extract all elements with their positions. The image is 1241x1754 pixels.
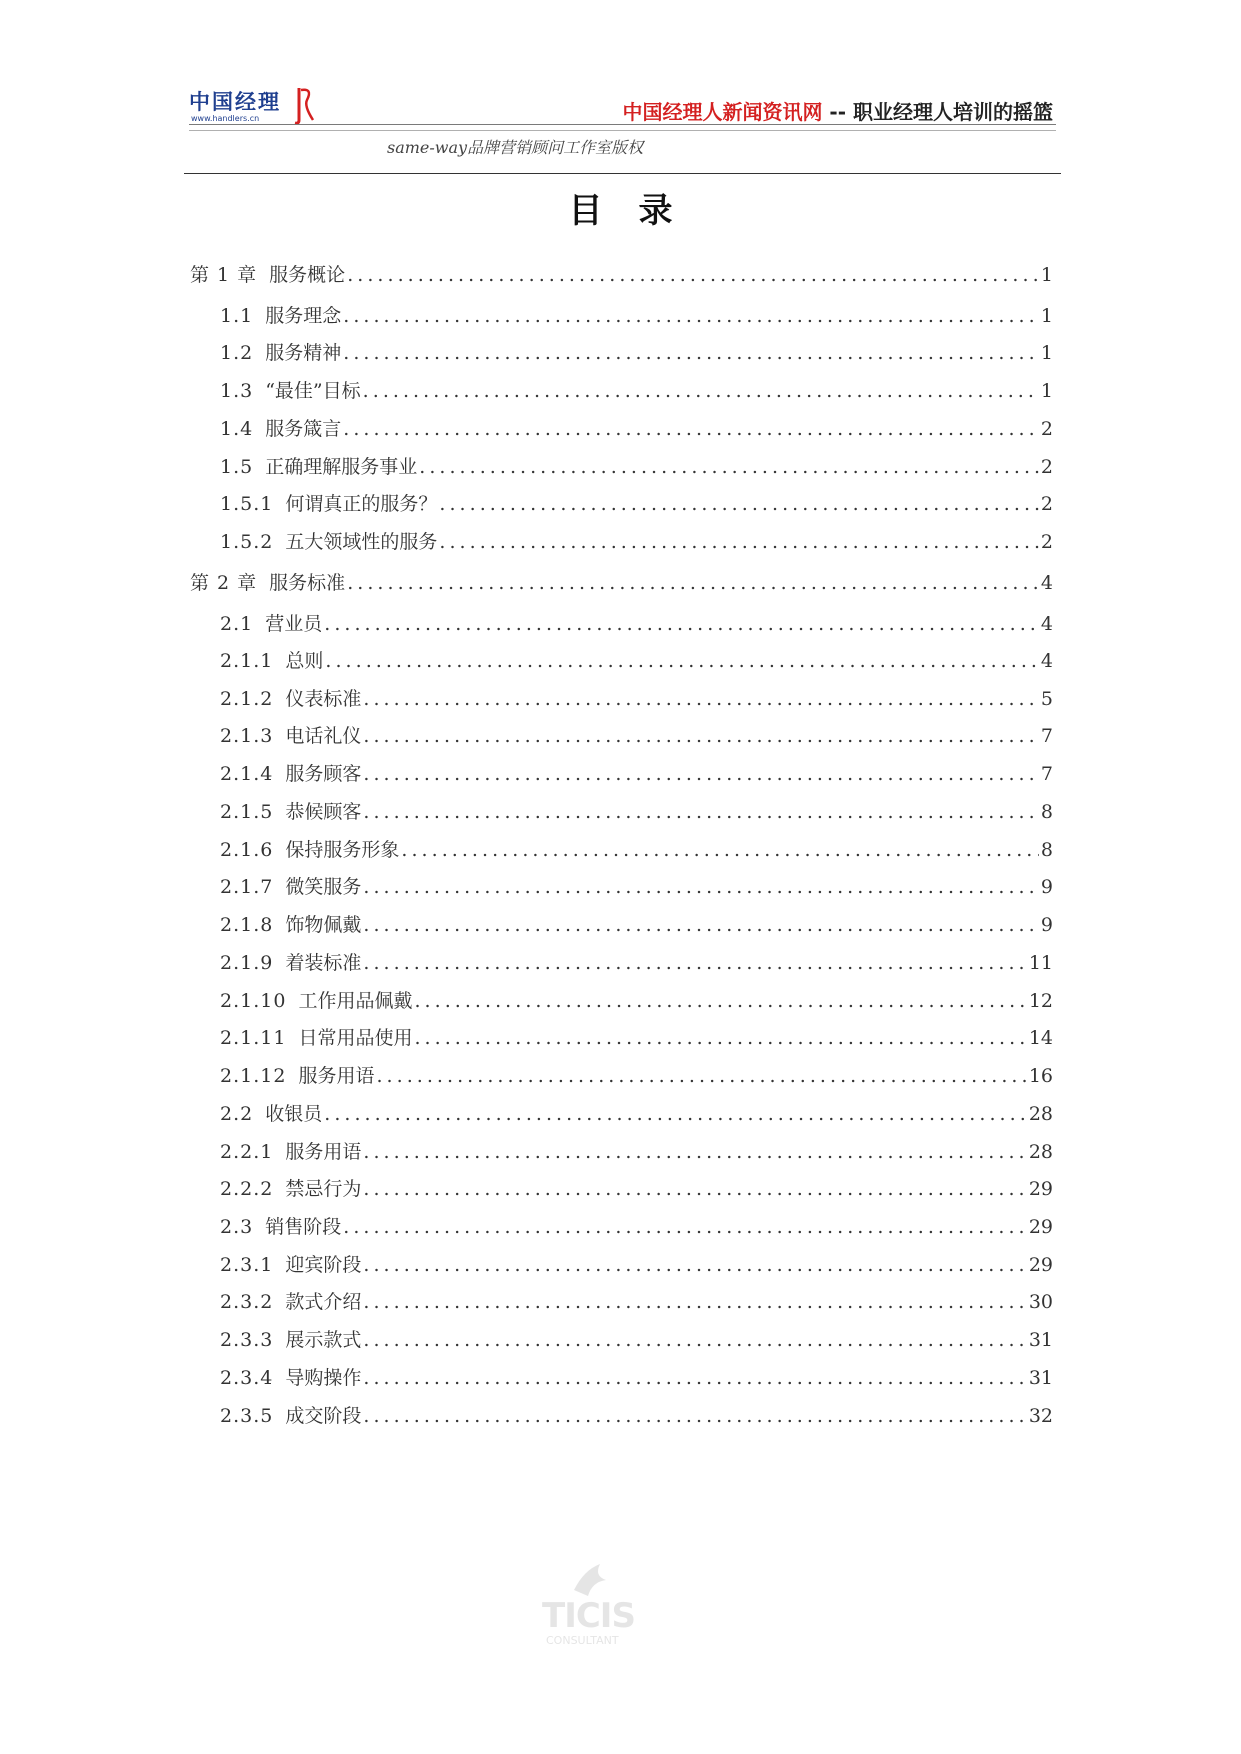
toc-entry-number: 1.5: [220, 456, 254, 478]
toc-dot-leader: [363, 687, 1039, 711]
toc-entry-page: 28: [1028, 1141, 1053, 1163]
toc-entry-page: 2: [1040, 456, 1053, 478]
toc-entry-page: 8: [1040, 801, 1053, 823]
toc-entry-title: 日常用品使用: [298, 1027, 413, 1049]
header-title-red: 中国经理人新闻资讯网: [622, 100, 823, 124]
toc-entry-number: 1.5.1: [220, 493, 274, 515]
toc-entry-title: 仪表标准: [285, 688, 362, 710]
toc-dot-leader: [363, 1140, 1026, 1164]
toc-dot-leader: [343, 341, 1039, 365]
toc-dot-leader: [343, 304, 1039, 328]
toc-dot-leader: [363, 1366, 1026, 1390]
toc-entry-page: 9: [1040, 914, 1053, 936]
toc-entry-title: 保持服务形象: [285, 839, 400, 861]
toc-entry-title: 收银员: [265, 1103, 323, 1125]
toc-entry-title: 导购操作: [285, 1367, 362, 1389]
toc-entry[interactable]: [220, 913, 1053, 937]
toc-entry-number: 2.1: [220, 613, 254, 635]
toc-entry-number: 第 1 章: [190, 264, 258, 286]
toc-entry-page: 31: [1028, 1329, 1053, 1351]
page-title: 目录: [568, 191, 709, 231]
toc-entry-number: 2.1.3: [220, 725, 274, 747]
toc-entry-page: 7: [1040, 763, 1053, 785]
toc-dot-leader: [439, 530, 1039, 554]
header-title-dark: 职业经理人培训的摇篮: [853, 100, 1053, 124]
toc-dot-leader: [376, 1064, 1026, 1088]
toc-entry-page: 29: [1028, 1254, 1053, 1276]
toc-entry-page: 11: [1028, 952, 1053, 974]
toc-entry-page: 16: [1028, 1065, 1053, 1087]
toc-entry-number: 2.1.5: [220, 801, 274, 823]
watermark: [540, 1560, 650, 1650]
toc-entry-title: 款式介绍: [285, 1291, 362, 1313]
toc-dot-leader: [363, 1404, 1026, 1428]
toc-entry[interactable]: [220, 417, 1053, 441]
toc-entry[interactable]: [220, 951, 1053, 975]
toc-entry-number: 1.5.2: [220, 531, 274, 553]
toc-entry-title: 服务标准: [269, 572, 346, 594]
toc-entry-title: 销售阶段: [265, 1216, 342, 1238]
toc-entry[interactable]: [220, 724, 1053, 748]
toc-entry-title: 禁忌行为: [285, 1178, 362, 1200]
toc-entry-title: 服务用语: [285, 1141, 362, 1163]
toc-entry-number: 2.3.4: [220, 1367, 274, 1389]
toc-entry[interactable]: [220, 762, 1053, 786]
toc-entry-number: 2.3.1: [220, 1254, 274, 1276]
toc-entry[interactable]: [220, 492, 1053, 516]
toc-dot-leader: [363, 913, 1039, 937]
toc-dot-leader: [363, 1328, 1026, 1352]
toc-entry-page: 29: [1028, 1216, 1053, 1238]
toc-entry-number: 2.2: [220, 1103, 254, 1125]
toc-dot-leader: [363, 1177, 1026, 1201]
toc-entry-number: 1.1: [220, 305, 254, 327]
toc-dot-leader: [325, 649, 1039, 673]
toc-entry-title: 微笑服务: [285, 876, 362, 898]
toc-entry-page: 14: [1028, 1027, 1053, 1049]
toc-entry-title: 何谓真正的服务？: [285, 493, 438, 515]
toc-entry-number: 2.1.10: [220, 990, 287, 1012]
toc-entry-title: 饰物佩戴: [285, 914, 362, 936]
logo-text: 中国经理: [189, 90, 281, 114]
watermark-text: TICIS: [542, 1596, 635, 1636]
toc-entry-title: 服务箴言: [265, 418, 342, 440]
toc-dot-leader: [347, 263, 1039, 287]
toc-entry-page: 2: [1040, 493, 1053, 515]
toc-entry-page: 4: [1040, 613, 1053, 635]
toc-entry[interactable]: [220, 649, 1053, 673]
toc-entry-title: 着装标准: [285, 952, 362, 974]
toc-entry-page: 2: [1040, 418, 1053, 440]
toc-entry-page: 30: [1028, 1291, 1053, 1313]
toc-entry[interactable]: [220, 530, 1053, 554]
toc-entry-page: 2: [1040, 531, 1053, 553]
toc-entry-number: 第 2 章: [190, 572, 258, 594]
toc-dot-leader: [343, 417, 1039, 441]
toc-entry-title: 迎宾阶段: [285, 1254, 362, 1276]
toc-entry[interactable]: [220, 1253, 1053, 1277]
toc-dot-leader: [363, 1290, 1026, 1314]
toc-entry-page: 8: [1040, 839, 1053, 861]
toc-entry-number: 2.1.2: [220, 688, 274, 710]
toc-entry[interactable]: [220, 1064, 1053, 1088]
toc-entry[interactable]: [220, 1026, 1053, 1050]
toc-entry-number: 2.1.11: [220, 1027, 287, 1049]
toc-entry[interactable]: [220, 1215, 1053, 1239]
toc-entry-number: 2.3: [220, 1216, 254, 1238]
toc-entry[interactable]: [220, 838, 1053, 862]
toc-dot-leader: [363, 1253, 1026, 1277]
toc-entry-page: 31: [1028, 1367, 1053, 1389]
toc-entry[interactable]: [220, 1404, 1053, 1428]
toc-entry-title: “最佳”目标: [265, 380, 361, 402]
copyright-notice: same-way品牌营销顾问工作室版权: [387, 138, 644, 157]
toc-entry-title: 服务概论: [269, 264, 346, 286]
bird-icon: [570, 1560, 610, 1600]
header-title-separator: --: [822, 100, 853, 124]
toc-dot-leader: [347, 571, 1039, 595]
toc-entry[interactable]: [220, 1366, 1053, 1390]
toc-entry[interactable]: [220, 800, 1053, 824]
toc-entry-title: 恭候顾客: [285, 801, 362, 823]
toc-entry[interactable]: [220, 875, 1053, 899]
toc-entry-title: 服务精神: [265, 342, 342, 364]
toc-entry-number: 2.2.1: [220, 1141, 274, 1163]
toc-entry-title: 营业员: [265, 613, 323, 635]
toc-dot-leader: [414, 1026, 1026, 1050]
toc-entry[interactable]: [220, 687, 1053, 711]
toc-dot-leader: [401, 838, 1039, 862]
toc-entry-number: 2.1.7: [220, 876, 274, 898]
toc-entry[interactable]: [220, 612, 1053, 636]
toc-entry[interactable]: [220, 1328, 1053, 1352]
toc-entry-page: 1: [1040, 305, 1053, 327]
toc-entry-number: 1.2: [220, 342, 254, 364]
toc-entry-title: 工作用品佩戴: [298, 990, 413, 1012]
toc-entry[interactable]: [190, 571, 1053, 595]
toc-dot-leader: [363, 800, 1039, 824]
toc-entry-title: 服务用语: [298, 1065, 375, 1087]
toc-entry-page: 4: [1040, 650, 1053, 672]
toc-entry[interactable]: [220, 304, 1053, 328]
toc-entry[interactable]: [220, 379, 1053, 403]
toc-entry[interactable]: [190, 263, 1053, 287]
toc-entry[interactable]: [220, 1102, 1053, 1126]
toc-entry[interactable]: [220, 1177, 1053, 1201]
toc-entry-number: 2.1.12: [220, 1065, 287, 1087]
toc-entry-number: 1.4: [220, 418, 254, 440]
toc-entry-page: 12: [1028, 990, 1053, 1012]
toc-entry-title: 正确理解服务事业: [265, 456, 418, 478]
toc-entry-page: 5: [1040, 688, 1053, 710]
toc-entry-page: 9: [1040, 876, 1053, 898]
toc-dot-leader: [363, 762, 1039, 786]
toc-entry-page: 28: [1028, 1103, 1053, 1125]
toc-entry-page: 1: [1040, 342, 1053, 364]
toc-entry-number: 2.1.4: [220, 763, 274, 785]
toc-entry[interactable]: [220, 455, 1053, 479]
toc-entry-title: 成交阶段: [285, 1405, 362, 1427]
toc-entry-page: 4: [1040, 572, 1053, 594]
toc-dot-leader: [363, 875, 1039, 899]
toc-entry-title: 展示款式: [285, 1329, 362, 1351]
toc-dot-leader: [419, 455, 1039, 479]
toc-dot-leader: [324, 1102, 1027, 1126]
toc-entry[interactable]: [220, 989, 1053, 1013]
toc-dot-leader: [343, 1215, 1027, 1239]
toc-entry-number: 2.3.5: [220, 1405, 274, 1427]
toc-entry-number: 2.1.1: [220, 650, 274, 672]
logo-url: www.handlers.cn: [191, 114, 260, 123]
toc-dot-leader: [363, 724, 1039, 748]
toc-entry-number: 1.3: [220, 380, 254, 402]
toc-entry-page: 32: [1028, 1405, 1053, 1427]
watermark-subtext: CONSULTANT: [546, 1634, 619, 1647]
toc-dot-leader: [363, 379, 1039, 403]
toc-entry[interactable]: [220, 341, 1053, 365]
toc-entry-title: 总则: [285, 650, 324, 672]
toc-dot-leader: [414, 989, 1026, 1013]
toc-entry-page: 1: [1040, 264, 1053, 286]
toc-entry[interactable]: [220, 1290, 1053, 1314]
toc-entry-number: 2.1.6: [220, 839, 274, 861]
toc-entry-title: 五大领域性的服务: [285, 531, 438, 553]
toc-entry-number: 2.3.2: [220, 1291, 274, 1313]
toc-entry-page: 1: [1040, 380, 1053, 402]
toc-entry-number: 2.3.3: [220, 1329, 274, 1351]
toc-entry[interactable]: [220, 1140, 1053, 1164]
toc-entry-title: 服务顾客: [285, 763, 362, 785]
toc-dot-leader: [363, 951, 1026, 975]
toc-entry-page: 29: [1028, 1178, 1053, 1200]
toc-entry-number: 2.1.9: [220, 952, 274, 974]
toc-entry-title: 服务理念: [265, 305, 342, 327]
toc-entry-page: 7: [1040, 725, 1053, 747]
toc-dot-leader: [324, 612, 1039, 636]
toc-entry-number: 2.2.2: [220, 1178, 274, 1200]
toc-entry-number: 2.1.8: [220, 914, 274, 936]
toc-entry-title: 电话礼仪: [285, 725, 362, 747]
toc-dot-leader: [439, 492, 1039, 516]
